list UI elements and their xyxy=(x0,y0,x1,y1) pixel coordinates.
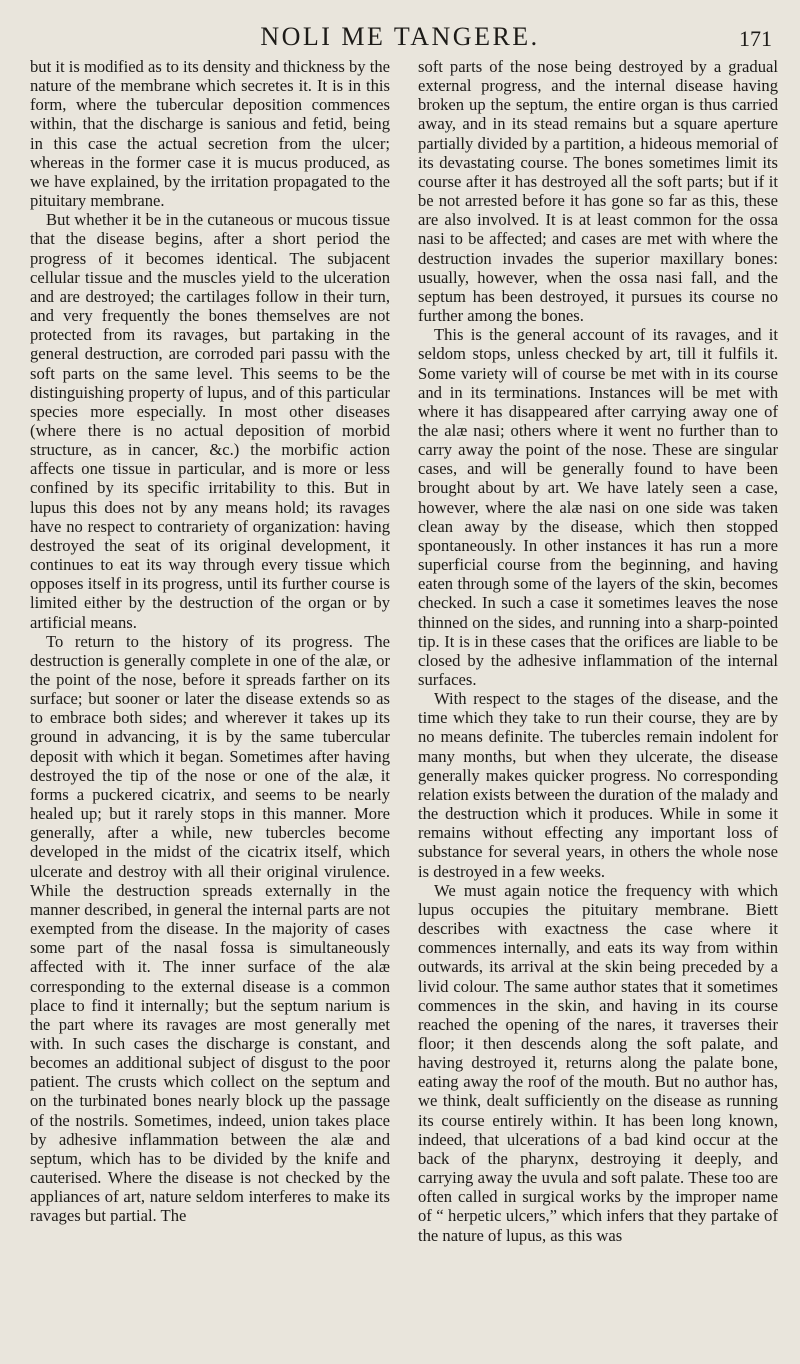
running-title: NOLI ME TANGERE. xyxy=(260,22,540,51)
paragraph: We must again notice the frequency with which lupus occupies the pituitary membrane. Biett describes with exactness the case where it commences internally, and eats its way from within outwards, its arrival at the skin being preceded by a livid colour. The same author states that it sometimes commences in the skin, and having in its course reached the opening of the nares, it traverses their floor; it then descends along the soft palate, and having destroyed it, returns along the palate bone, eating away the roof of the mouth. But no author has, we think, dealt sufficiently on the disease as running its course entirely within. It has been long known, indeed, that ulcerations of a bad kind occur at the back of the pharynx, destroying it deeply, and carrying away the uvula and soft palate. These too are often called in surgical works by the improper name of “ herpetic ulcers,” which infers that they partake of the nature of lupus, as this was xyxy=(418,880,778,1245)
running-head xyxy=(0,22,800,56)
paragraph: but it is modified as to its density and thickness by the nature of the membrane which secretes it. It is in this form, where the tubercular deposition commences within, that the discharge is sanious and fetid, being in this case the actual secretion from the ulcer; whereas in the former case it is mucus produced, as we have explained, by the irritation propagated to the pituitary membrane. xyxy=(30,57,390,211)
paragraph: To return to the history of its progress. The destruction is generally complete in one of the alæ, or the point of the nose, before it spreads farther on its surface; but sooner or later the disease extends so as to embrace both sides; and wherever it takes up its ground in advancing, it is by the same tubercular deposit with which it began. Sometimes after having destroyed the tip of the nose or one of the alæ, it forms a puckered cicatrix, and seems to be nearly healed up; but it rarely stops in this manner. More generally, after a while, new tubercles become developed in the midst of the cicatrix itself, which ulcerate and destroy with all their original virulence. While the destruction spreads externally in the manner described, in general the internal parts are not exempted from the disease. In the majority of cases some part of the nasal fossa is simultaneously affected with it. The inner surface of the alæ corresponding to the external disease is a common place to find it internally; but the septum narium is the part where its ravages are most generally met with. In such cases the discharge is constant, and becomes an additional subject of disgust to the poor patient. The crusts which collect on the septum and on the turbinated bones nearly block up the passage of the nostrils. Sometimes, indeed, union takes place by adhesive inflammation between the alæ and septum, which has to be divided by the knife and cauterised. Where the disease is not checked by the appliances of art, nature seldom interferes to make its ravages but partial. The xyxy=(30,631,390,1226)
text-columns xyxy=(30,57,778,1245)
paragraph: soft parts of the nose being destroyed by a gradual external progress, and the internal disease having broken up the septum, the entire organ is thus carried away, and in its stead remains but a square aperture partially divided by a partition, a hideous memorial of its devastating course. The bones sometimes limit its course after it has destroyed all the soft parts; but if it be not arrested before it has gone so far as this, these are also involved. It is at least common for the ossa nasi to be affected; and cases are met with where the destruction invades the superior maxillary bones: usually, however, when the ossa nasi fall, and the septum has been destroyed, it pursues its course no further among the bones. xyxy=(418,57,778,326)
left-column xyxy=(30,57,390,1245)
paragraph: But whether it be in the cutaneous or mucous tissue that the disease begins, after a short period the progress of it becomes identical. The subjacent cellular tissue and the muscles yield to the ulceration and are destroyed; the cartilages follow in their turn, and very frequently the bones themselves are not protected from its ravages, but partaking in the general destruction, are corroded pari passu with the soft parts on the same level. This seems to be the distinguishing property of lupus, and of this particular species more especially. In most other diseases (where there is no actual deposition of morbid structure, as in cancer, &c.) the morbific action affects one tissue in particular, and is more or less confined by its specific irritability to this. But in lupus this does not by any means hold; its ravages have no respect to contrariety of organization: having destroyed the seat of its original development, it continues to eat its way through every tissue which opposes itself in its progress, until its further course is limited either by the destruction of the organ or by artificial means. xyxy=(30,210,390,632)
page-number: 171 xyxy=(739,26,772,51)
paragraph: With respect to the stages of the disease, and the time which they take to run their course, they are by no means definite. The tubercles remain indolent for many months, but when they ulcerate, the disease generally makes quicker progress. No corresponding relation exists between the duration of the malady and the destruction which it produces. While in some it remains without effecting any important loss of substance for several years, in others the whole nose is destroyed in a few weeks. xyxy=(418,689,778,881)
paragraph: This is the general account of its ravages, and it seldom stops, unless checked by art, till it fulfils it. Some variety will of course be met with in its course and in its terminations. Instances will be met with where it has disappeared after carrying away one of the alæ nasi; others where it went no further than to carry away the point of the nose. These are singular cases, and will be generally found to have been brought about by art. We have lately seen a case, however, where the alæ nasi on one side was taken clean away by the disease, which then stopped spontaneously. In other instances it has run a more superficial course from the beginning, and having eaten through some of the layers of the skin, becomes checked. In such a case it sometimes leaves the nose thinned on the sides, and running into a sharp-pointed tip. It is in these cases that the orifices are liable to be closed by the adhesive inflammation of the internal surfaces. xyxy=(418,325,778,689)
right-column xyxy=(418,57,778,1245)
